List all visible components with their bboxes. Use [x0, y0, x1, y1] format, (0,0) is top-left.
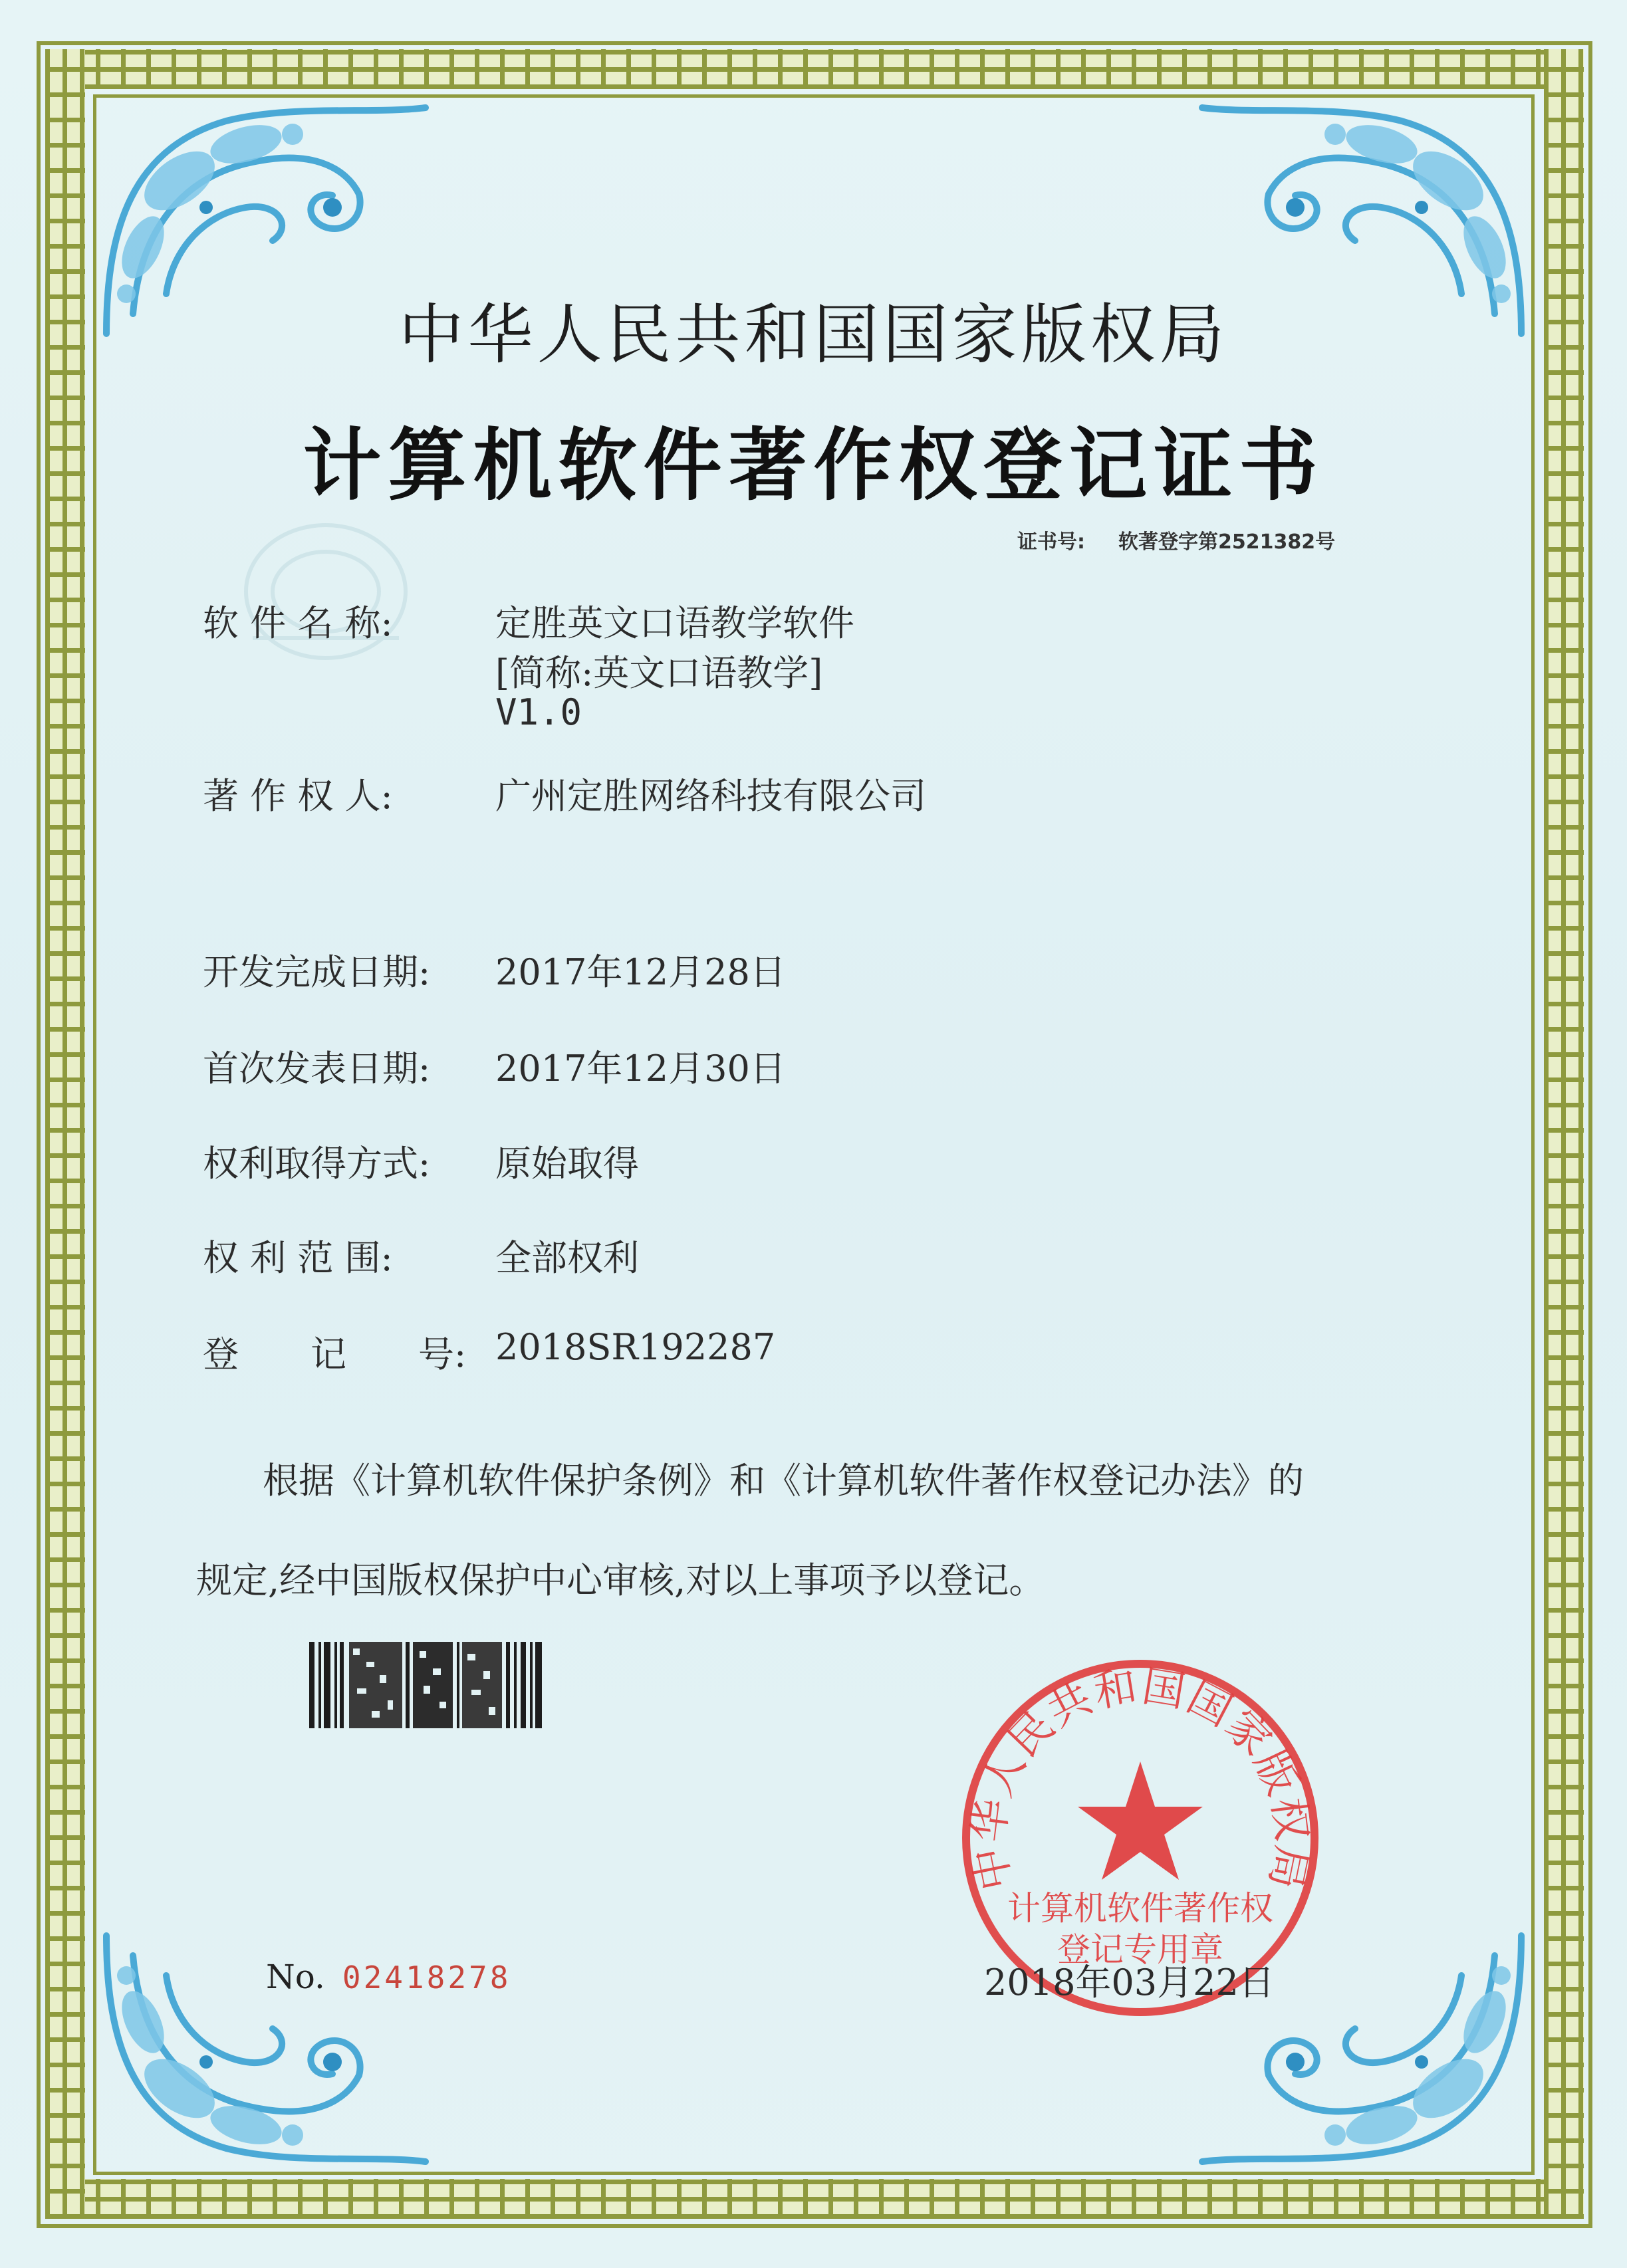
serial-number — [266, 1958, 511, 1996]
acquisition-method-value: 原始取得 — [495, 1143, 639, 1185]
greek-key-border-top — [45, 49, 1584, 89]
publication-date-label: 首次发表日期: — [203, 1048, 431, 1089]
acquisition-method-label: 权利取得方式: — [203, 1143, 431, 1185]
certificate-number — [1017, 525, 1335, 554]
seal-inner-line-1: 计算机软件著作权 — [1007, 1889, 1273, 1928]
software-name-value: 定胜英文口语教学软件 — [495, 602, 854, 644]
scope-of-rights-label: 权 利 范 围: — [203, 1237, 393, 1279]
serial-number-value: 02418278 — [342, 1960, 511, 1995]
embossed-watermark — [226, 505, 426, 678]
completion-date-label: 开发完成日期: — [203, 951, 431, 993]
registration-number-label: 登 记 号: — [203, 1333, 467, 1375]
issuer-heading: 中华人民共和国国家版权局 — [398, 297, 1229, 373]
software-version: V1.0 — [495, 691, 582, 733]
certificate-number-label: 证书号: — [1017, 530, 1085, 554]
registration-number-value: 2018SR192287 — [495, 1326, 776, 1368]
serial-number-label: No. — [266, 1958, 325, 1996]
issue-date: 2018年03月22日 — [984, 1962, 1275, 2003]
statement-line-2: 规定,经中国版权保护中心审核,对以上事项予以登记。 — [196, 1559, 1045, 1601]
certificate-number-value: 软著登字第2521382号 — [1118, 530, 1336, 554]
completion-date-value: 2017年12月28日 — [495, 951, 786, 993]
software-name-label: 软 件 名 称: — [203, 602, 393, 644]
scope-of-rights-value: 全部权利 — [495, 1237, 639, 1279]
seal-inner-line-2: 登记专用章 — [1057, 1930, 1223, 1969]
greek-key-border-bottom — [45, 2179, 1584, 2219]
seal-outer-text: 中华人民共和国国家版权局 — [963, 1662, 1317, 1894]
seal-star-icon — [1078, 1761, 1203, 1880]
software-short-name: [简称:英文口语教学] — [495, 652, 823, 694]
certificate-title: 计算机软件著作权登记证书 — [303, 419, 1324, 511]
copyright-owner-label: 著 作 权 人: — [203, 775, 393, 817]
copyright-owner-value: 广州定胜网络科技有限公司 — [495, 775, 926, 817]
barcode — [309, 1642, 542, 1728]
publication-date-value: 2017年12月30日 — [495, 1048, 786, 1089]
statement-line-1: 根据《计算机软件保护条例》和《计算机软件著作权登记办法》的 — [263, 1460, 1304, 1502]
